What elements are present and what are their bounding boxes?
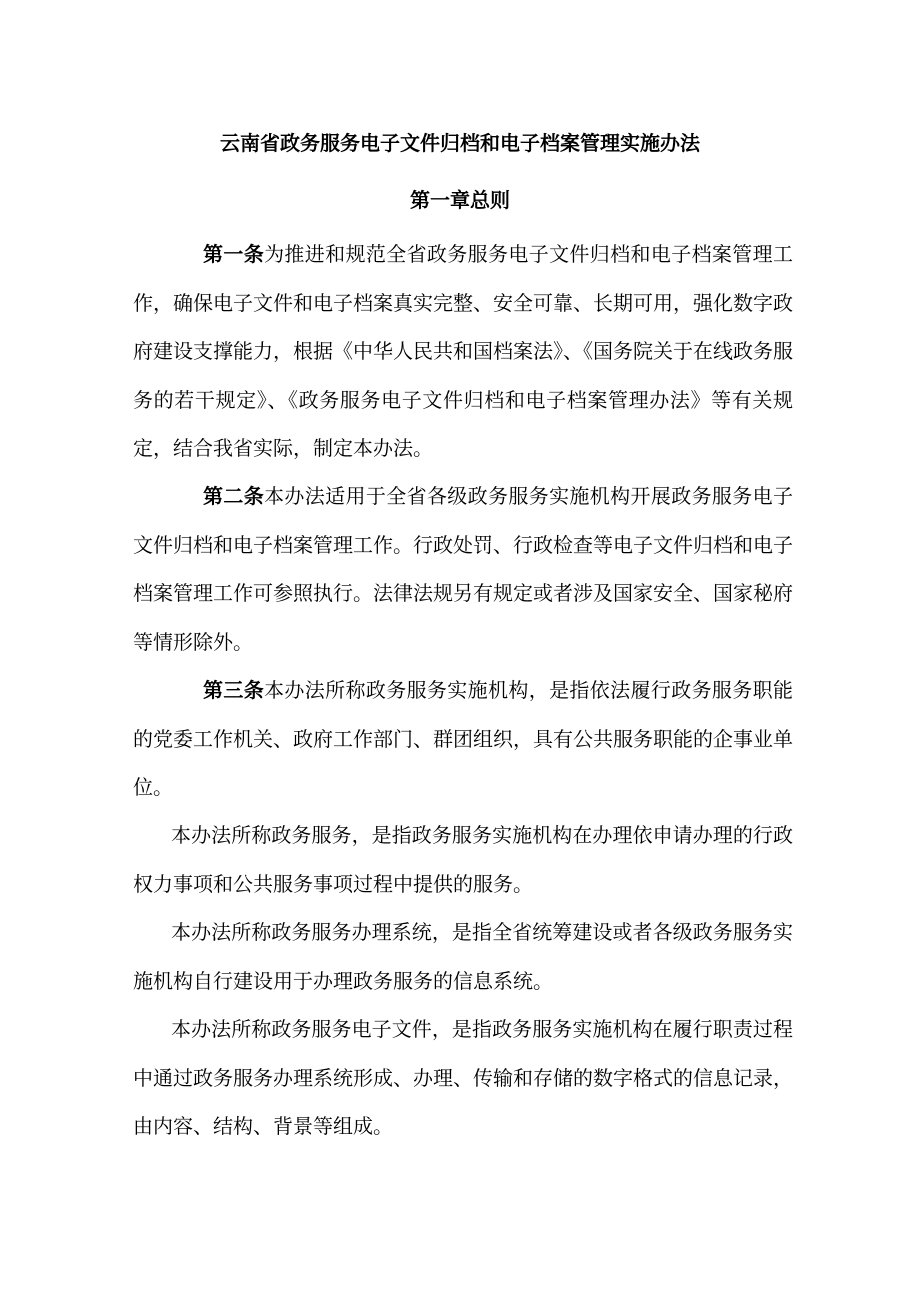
paragraph-service-system: 本办法所称政务服务办理系统，是指全省统筹建设或者各级政务服务实施机构自行建设用于办理政务服务的信息系统。 xyxy=(133,920,793,993)
article-1-label: 第一条 xyxy=(203,242,265,266)
article-3-label: 第三条 xyxy=(203,678,265,702)
article-2-label: 第二条 xyxy=(203,484,265,508)
chapter-title: 第一章总则 xyxy=(410,188,510,212)
paragraph-electronic-file: 本办法所称政务服务电子文件，是指政务服务实施机构在履行职责过程中通过政务服务办理系统形成、办理、传输和存储的数字格式的信息记录，由内容、结构、背景等组成。 xyxy=(133,1017,793,1139)
article-1 xyxy=(133,230,793,473)
article-2-text: 本办法适用于全省各级政务服务实施机构开展政务服务电子文件归档和电子档案管理工作。行政处罚、行政检查等电子文件归档和电子档案管理工作可参照执行。法律法规另有规定或者涉及国家安全、国家秘府等情形除外。 xyxy=(133,484,794,654)
document-title: 云南省政务服务电子文件归档和电子档案管理实施办法 xyxy=(220,131,700,155)
article-3 xyxy=(133,666,793,812)
article-2 xyxy=(133,472,793,666)
article-3-text: 本办法所称政务服务实施机构，是指依法履行政务服务职能的党委工作机关、政府工作部门、群团组织，具有公共服务职能的企事业单位。 xyxy=(133,678,794,800)
paragraph-government-service: 本办法所称政务服务，是指政务服务实施机构在办理依申请办理的行政权力事项和公共服务事项过程中提供的服务。 xyxy=(133,823,793,896)
article-1-text: 为推进和规范全省政务服务电子文件归档和电子档案管理工作，确保电子文件和电子档案真实完整、安全可靠、长期可用，强化数字政府建设支撑能力，根据《中华人民共和国档案法》、《国务院关于在线政务服务的若干规定》、《政务服务电子文件归档和电子档案管理办法》等有关规定，结合我省实际，制定本办法。 xyxy=(133,242,794,461)
